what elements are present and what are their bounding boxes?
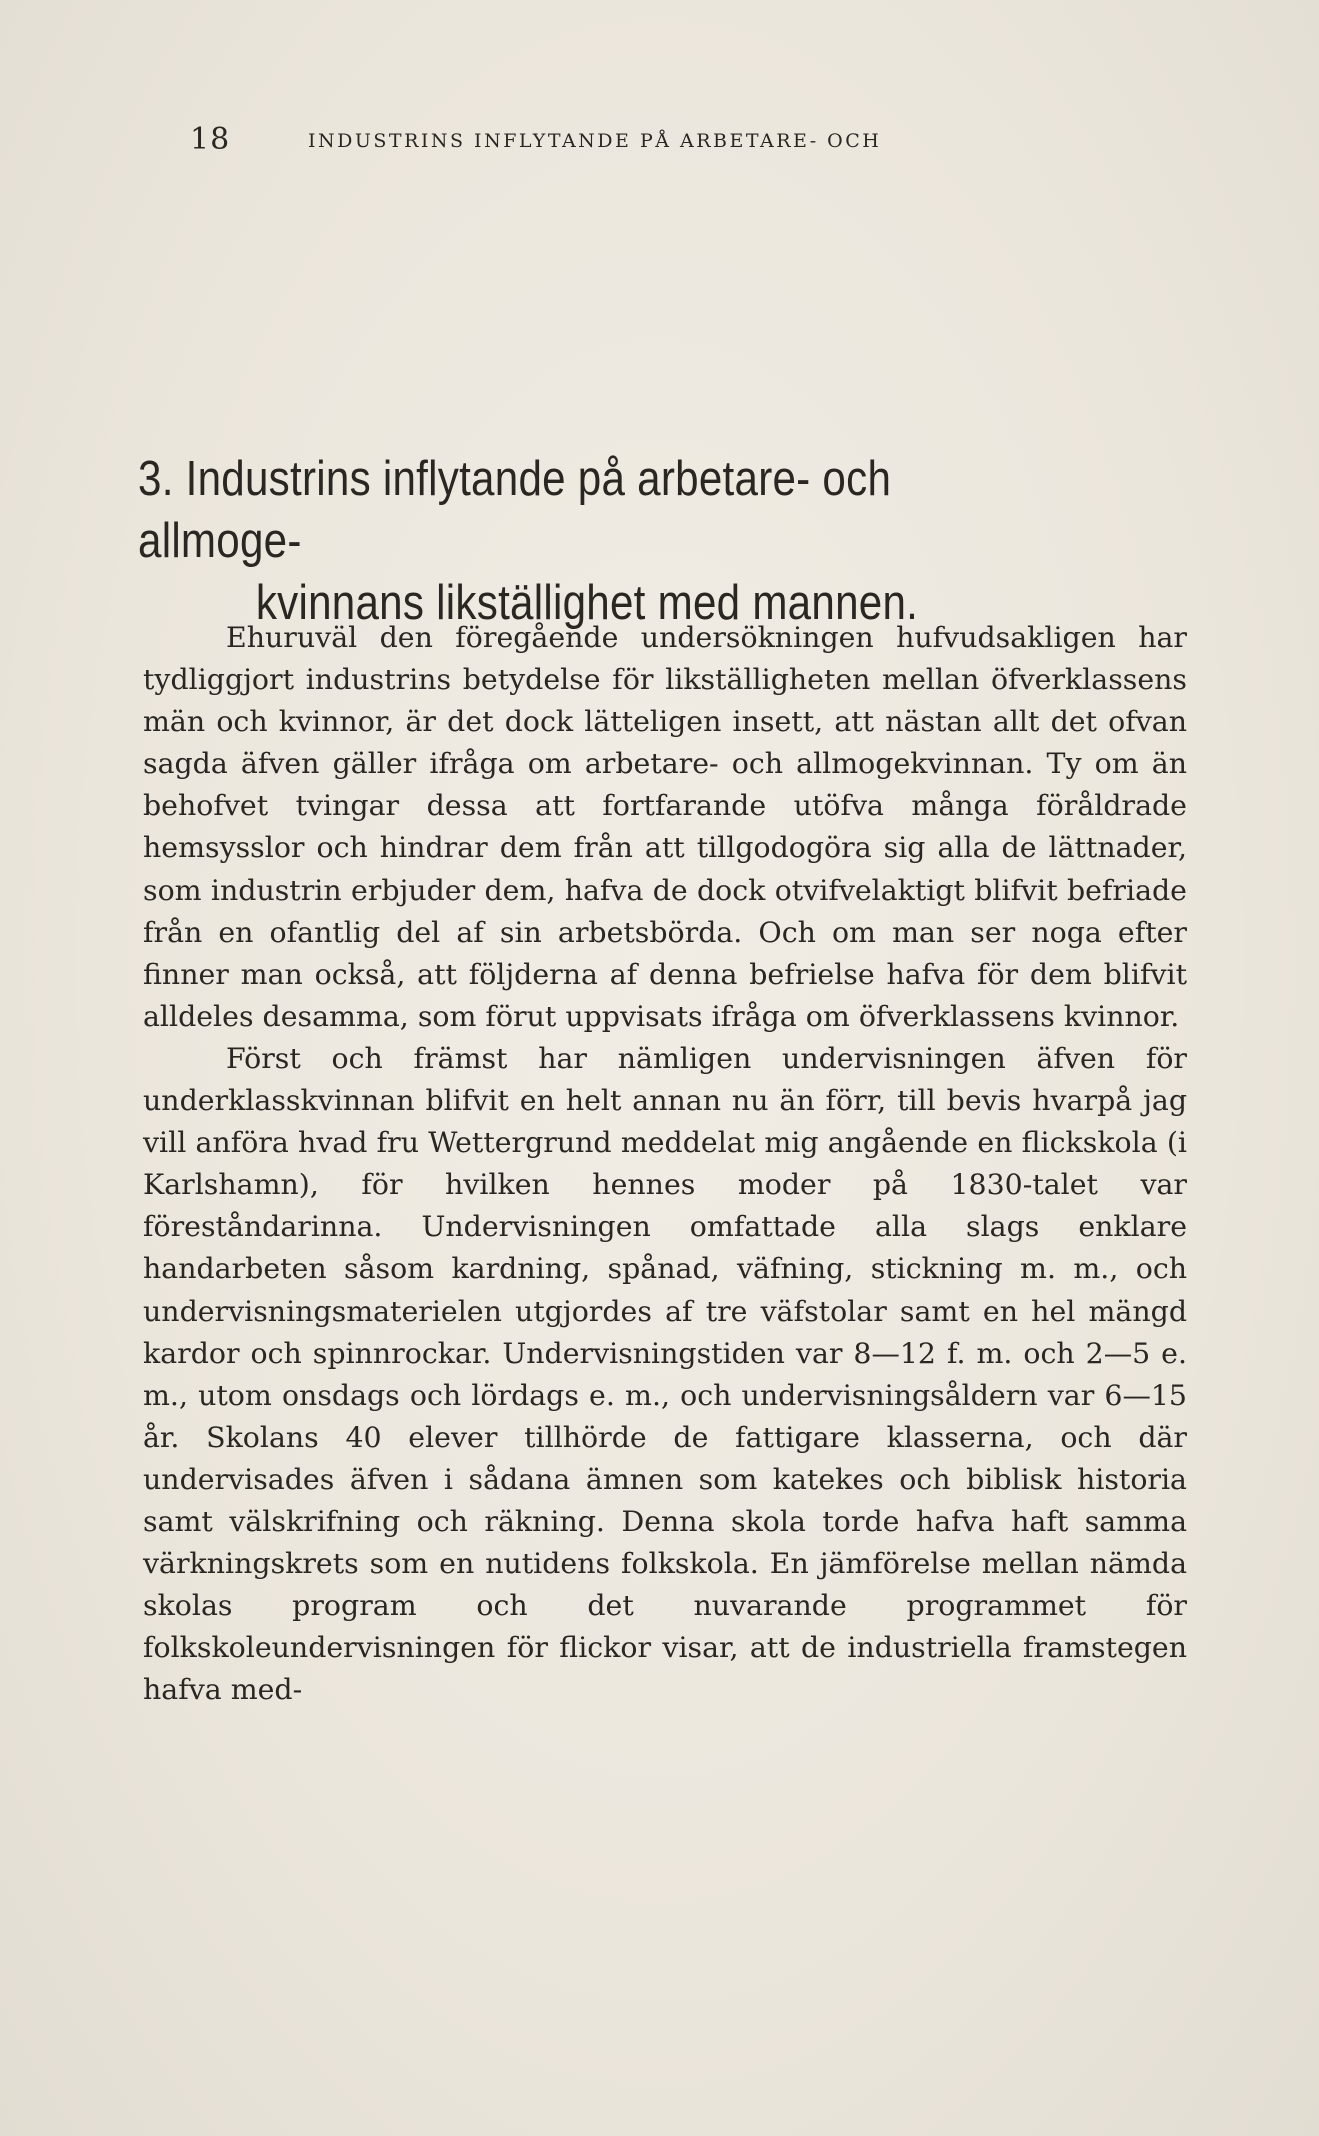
section-heading-line-1: 3. Industrins inflytande på arbetare- och allmoge- [138, 452, 892, 568]
body-text [143, 617, 1187, 1711]
paragraph-1: Ehuruväl den föregående undersökningen hufvudsakligen har tydliggjort industrins betydelse för likställigheten mellan öfverklassens män och kvinnor, är det dock lätteligen insett, att nästan allt det ofvan sagda äfven gäller ifråga om arbetare- och allmogekvinnan. Ty om än behofvet tvingar dessa att fortfarande utöfva många föråldrade hemsysslor och hindrar dem från att tillgodogöra sig alla de lättnader, som industrin erbjuder dem, hafva de dock otvifvelaktigt blifvit befriade från en ofantlig del af sin arbetsbörda. Och om man ser noga efter finner man också, att följderna af denna befrielse hafva för dem blifvit alldeles desamma, som förut uppvisats ifråga om öfverklassens kvinnor. [143, 621, 1187, 1033]
section-heading-line-2: kvinnans likställighet med mannen. [255, 576, 919, 630]
running-head: INDUSTRINS INFLYTANDE PÅ ARBETARE- OCH [308, 130, 882, 152]
page-number: 18 [190, 122, 231, 157]
paragraph-2: Först och främst har nämligen undervisningen äfven för underklasskvinnan blifvit en helt annan nu än förr, till bevis hvarpå jag vill anföra hvad fru Wettergrund meddelat mig angående en flickskola (i Karlshamn), för hvilken hennes moder på 1830-talet var föreståndarinna. Undervisningen omfattade alla slags enklare handarbeten såsom kardning, spånad, väfning, stickning m. m., och undervisningsmaterielen utgjordes af tre väfstolar samt en hel mängd kardor och spinnrockar. Undervisningstiden var 8—12 f. m. och 2—5 e. m., utom onsdags och lördags e. m., och undervisningsåldern var 6—15 år. Skolans 40 elever tillhörde de fattigare klasserna, och där undervisades äfven i sådana ämnen som katekes och biblisk historia samt välskrifning och räkning. Denna skola torde hafva haft samma värkningskrets som en nutidens folkskola. En jämförelse mellan nämda skolas program och det nuvarande programmet för folkskoleundervisningen för flickor visar, att de industriella framstegen hafva med- [143, 1041, 1187, 1707]
page-header [190, 122, 1190, 162]
section-heading [138, 448, 1050, 634]
